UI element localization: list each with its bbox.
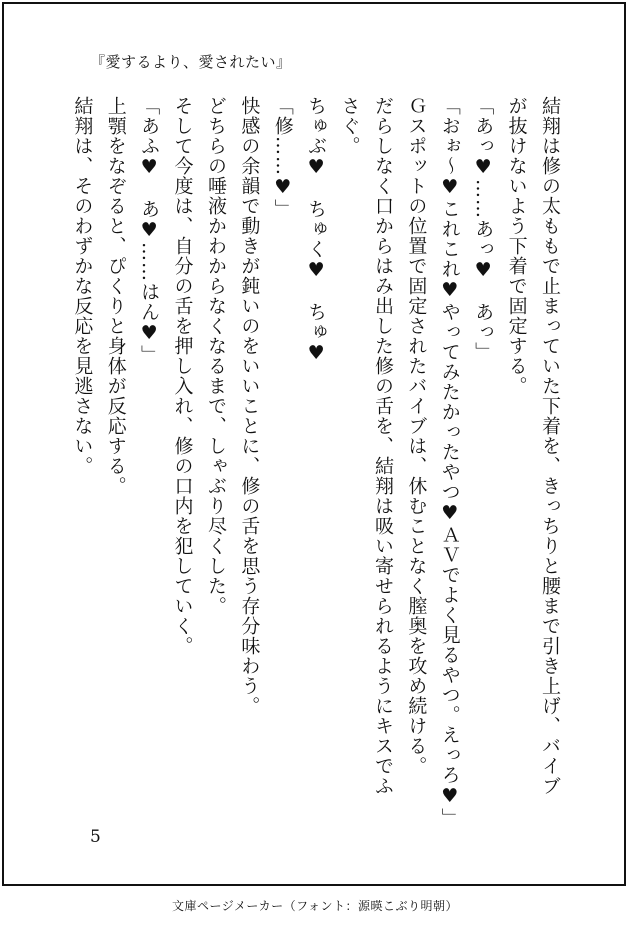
body-line: が抜けないよう下着で固定する。 [505,96,528,396]
body-line: そして今度は、自分の舌を押し入れ、修の口内を犯していく。 [171,96,194,656]
body-line: 「修……♥」 [271,96,294,219]
body-line: さぐ。 [338,96,361,156]
body-line: 結翔は、そのわずかな反応を見逃さない。 [71,96,94,476]
body-line: Ｇスポットの位置で固定されたバイブは、休むことなく膣奥を攻め続ける。 [405,96,428,776]
footer-credit: 文庫ページメーカー（フォント：源暎こぶり明朝） [171,899,459,913]
body-line: 「おぉ〜♥これこれ♥やってみたかったやつ♥ＡＶでよく見るやつ。えっろ♥」 [438,96,461,828]
body-line: 上顎をなぞると、ぴくりと身体が反応する。 [104,96,127,496]
body-text [66,96,566,828]
body-line: 結翔は修の太ももで止まっていた下着を、きっちりと腰まで引き上げ、バイブ [539,96,561,796]
page-frame [2,2,626,886]
running-title: 『愛するより、愛されたい』 [90,53,292,71]
body-line: だらしなく口からはみ出した修の舌を、結翔は吸い寄せられるようにキスでふ [371,96,394,796]
body-line: 快感の余韻で動きが鈍いのをいいことに、修の舌を思う存分味わう。 [238,96,261,716]
body-line: ちゅぶ♥ ちゅく♥ ちゅ♥ [305,96,328,365]
body-line: どちらの唾液かわからなくなるまで、しゃぶり尽くした。 [204,96,227,616]
body-line: 「あっ♥……あっ♥ あっ」 [472,96,495,362]
page-number: 5 [90,827,101,847]
body-line: 「あふ♥ あ♥……はん♥」 [138,96,161,365]
